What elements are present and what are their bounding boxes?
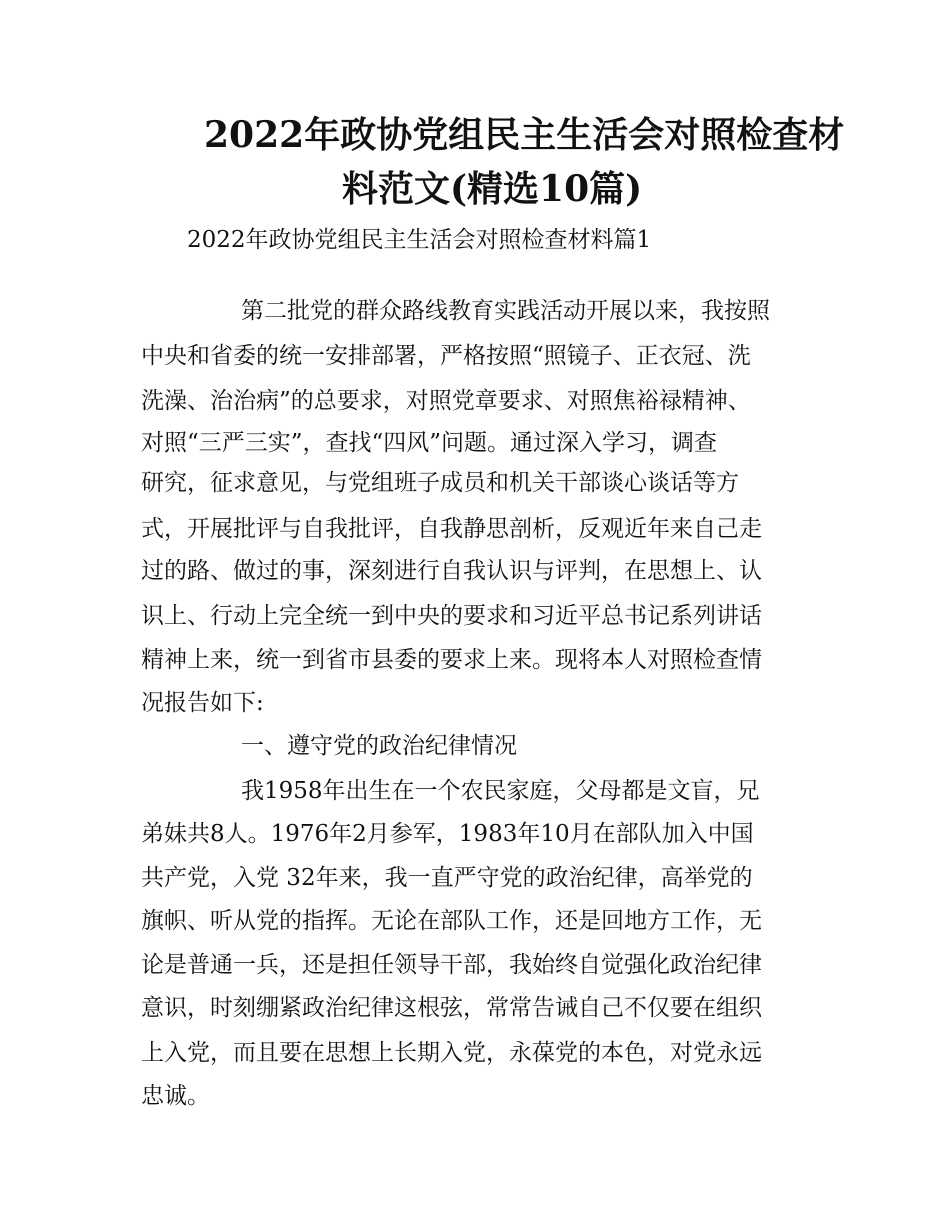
- title-line-1: 2022年政协党组民主生活会对照检查材: [204, 114, 845, 156]
- paragraph-line: 中央和省委的统一安排部署，严格按照“照镜子、正衣冠、洗: [141, 343, 751, 369]
- paragraph-line: 意识，时刻绷紧政治纪律这根弦，常常告诫自己不仅要在组织: [141, 995, 762, 1021]
- paragraph-line: 精神上来，统一到省市县委的要求上来。现将本人对照检查情: [141, 647, 762, 673]
- paragraph-line: 第二批党的群众路线教育实践活动开展以来，我按照: [241, 298, 770, 324]
- paragraph-line: 旗帜、听从党的指挥。无论在部队工作，还是回地方工作，无: [141, 908, 762, 934]
- paragraph-line: 共产党，入党 32年来，我一直严守党的政治纪律，高举党的: [141, 865, 753, 891]
- paragraph-line: 识上、行动上完全统一到中央的要求和习近平总书记系列讲话: [141, 603, 762, 629]
- paragraph-line: 式，开展批评与自我批评，自我静思剖析，反观近年来自己走: [141, 516, 762, 542]
- section-heading: 2022年政协党组民主生活会对照检查材料篇1: [187, 227, 652, 253]
- paragraph-line: 洗澡、治治病”的总要求，对照党章要求、对照焦裕禄精神、: [141, 388, 751, 414]
- paragraph-line: 论是普通一兵，还是担任领导干部，我始终自觉强化政治纪律: [141, 952, 762, 978]
- paragraph-line: 上入党，而且要在思想上长期入党，永葆党的本色，对党永远: [141, 1040, 762, 1066]
- paragraph-line: 过的路、做过的事，深刻进行自我认识与评判，在思想上、认: [141, 558, 762, 584]
- paragraph-line: 弟妹共8人。1976年2月参军，1983年10月在部队加入中国: [141, 821, 754, 847]
- title-line-2: 料范文(精选10篇): [342, 168, 643, 210]
- paragraph-line: 忠诚。: [141, 1083, 210, 1109]
- subheading-political-discipline: 一、遵守党的政治纪律情况: [241, 733, 517, 759]
- paragraph-line: 况报告如下:: [141, 690, 264, 716]
- paragraph-line: 我1958年出生在一个农民家庭，父母都是文盲，兄: [241, 778, 760, 804]
- paragraph-line: 对照“三严三实”，查找“四风”问题。通过深入学习，调查: [141, 430, 718, 456]
- paragraph-line: 研究，征求意见，与党组班子成员和机关干部谈心谈话等方: [141, 470, 739, 496]
